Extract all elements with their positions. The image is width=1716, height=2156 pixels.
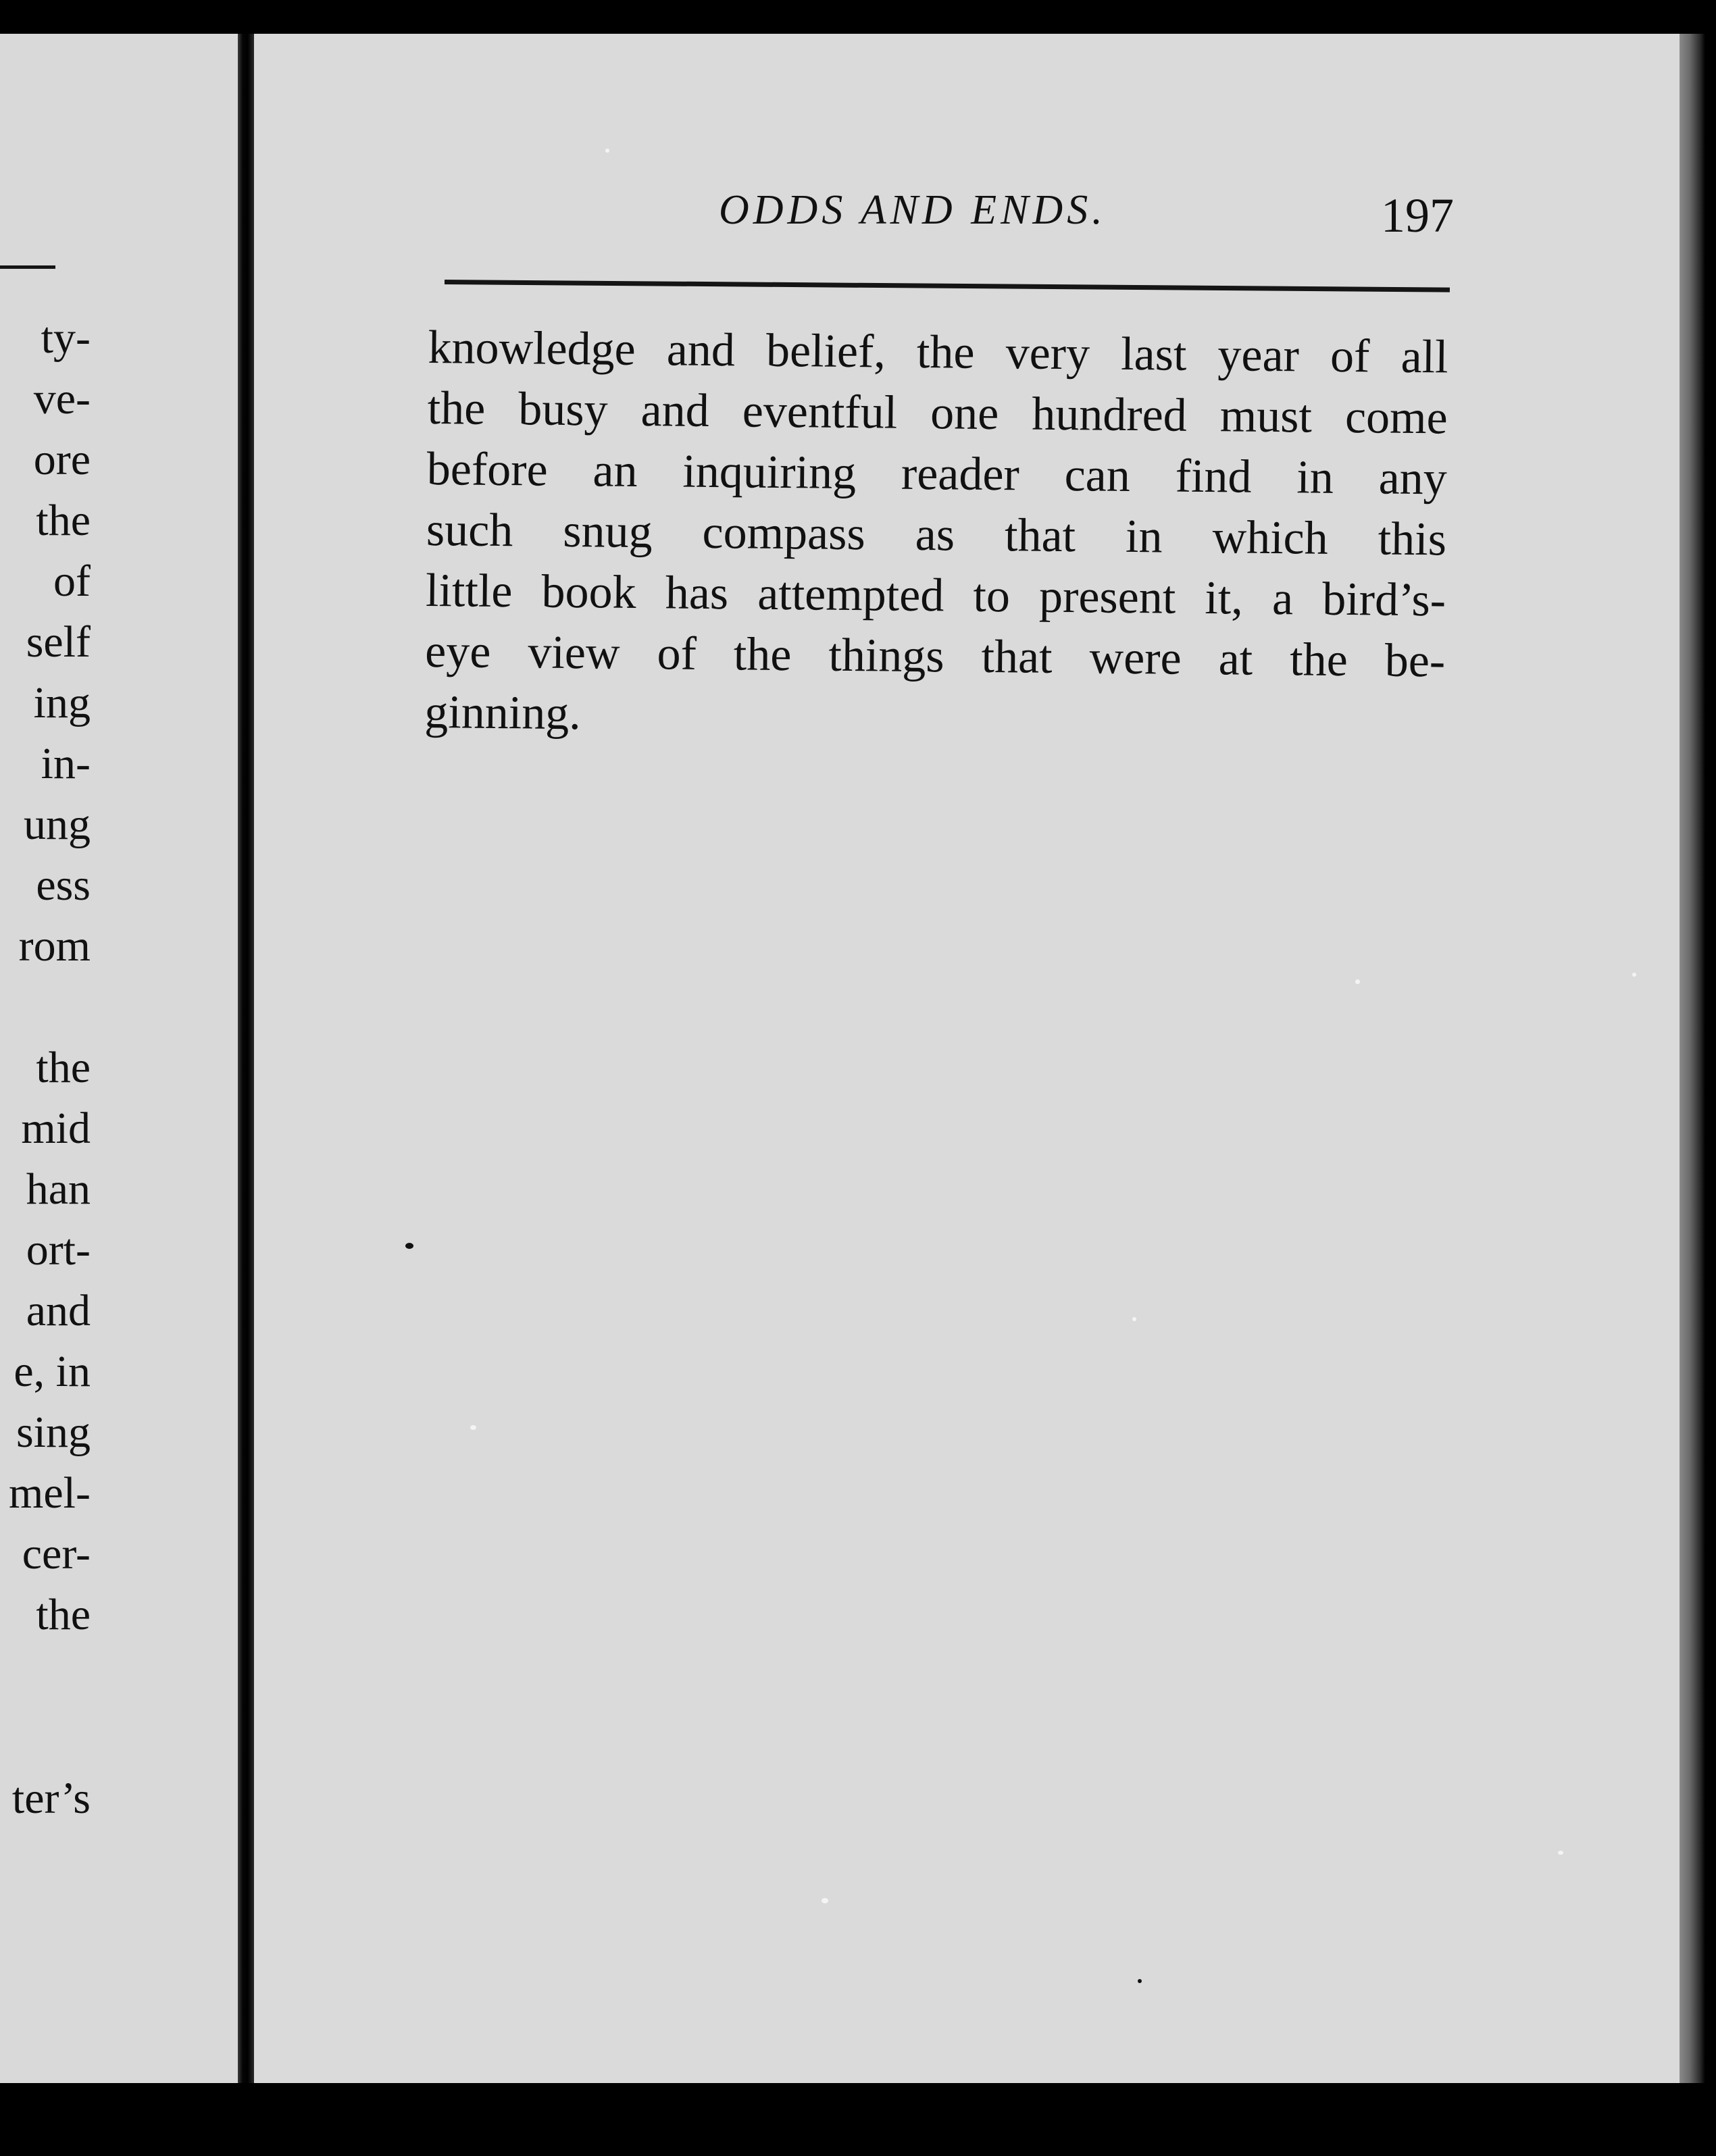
previous-page-fragment: the [36, 496, 91, 545]
previous-page-fragment: and [26, 1286, 91, 1335]
book-gutter [238, 34, 254, 2083]
previous-page-fragment: rom [18, 921, 91, 971]
text-line: little book has attempted to present it, a bird’s- [425, 564, 1446, 627]
previous-page-fragment: ore [33, 435, 91, 484]
page-number: 197 [1381, 188, 1454, 242]
text-line: eye view of the things that were at the be- [424, 625, 1446, 688]
body-text [424, 317, 1448, 752]
previous-page-fragment: ter’s [11, 1774, 91, 1823]
previous-page-fragment: the [36, 1590, 91, 1639]
text-line: the busy and eventful one hundred must come [427, 382, 1448, 444]
previous-page-fragment: cer- [22, 1529, 91, 1578]
previous-page-fragment: self [26, 617, 91, 667]
text-line: knowledge and belief, the very last year of all [428, 321, 1448, 384]
previous-page-fragment: of [53, 557, 91, 606]
previous-page-text [0, 34, 91, 2083]
previous-page-fragment: ing [33, 678, 91, 727]
previous-page-fragment: ort- [26, 1225, 91, 1275]
previous-page-fragment: mid [21, 1104, 91, 1153]
text-line: ginning. [424, 686, 582, 740]
previous-page [0, 34, 238, 2083]
previous-page-fragment: ty- [41, 313, 91, 363]
previous-page-fragment: the [36, 1043, 91, 1092]
text-line: such snug compass as that in which this [426, 503, 1447, 566]
previous-page-fragment: han [26, 1164, 91, 1214]
previous-page-fragment: ve- [33, 374, 91, 424]
previous-page-fragment: ess [36, 861, 91, 910]
previous-page-fragment: in- [41, 739, 91, 788]
page-edge-shadow [1680, 34, 1705, 2083]
previous-page-fragment: mel- [9, 1468, 91, 1518]
running-head: ODDS AND ENDS. [719, 187, 1107, 233]
previous-page-fragment: ung [24, 800, 91, 849]
previous-page-fragment: sing [16, 1408, 91, 1457]
previous-page-fragment: e, in [14, 1347, 91, 1396]
text-line: before an inquiring reader can find in any [426, 442, 1448, 505]
